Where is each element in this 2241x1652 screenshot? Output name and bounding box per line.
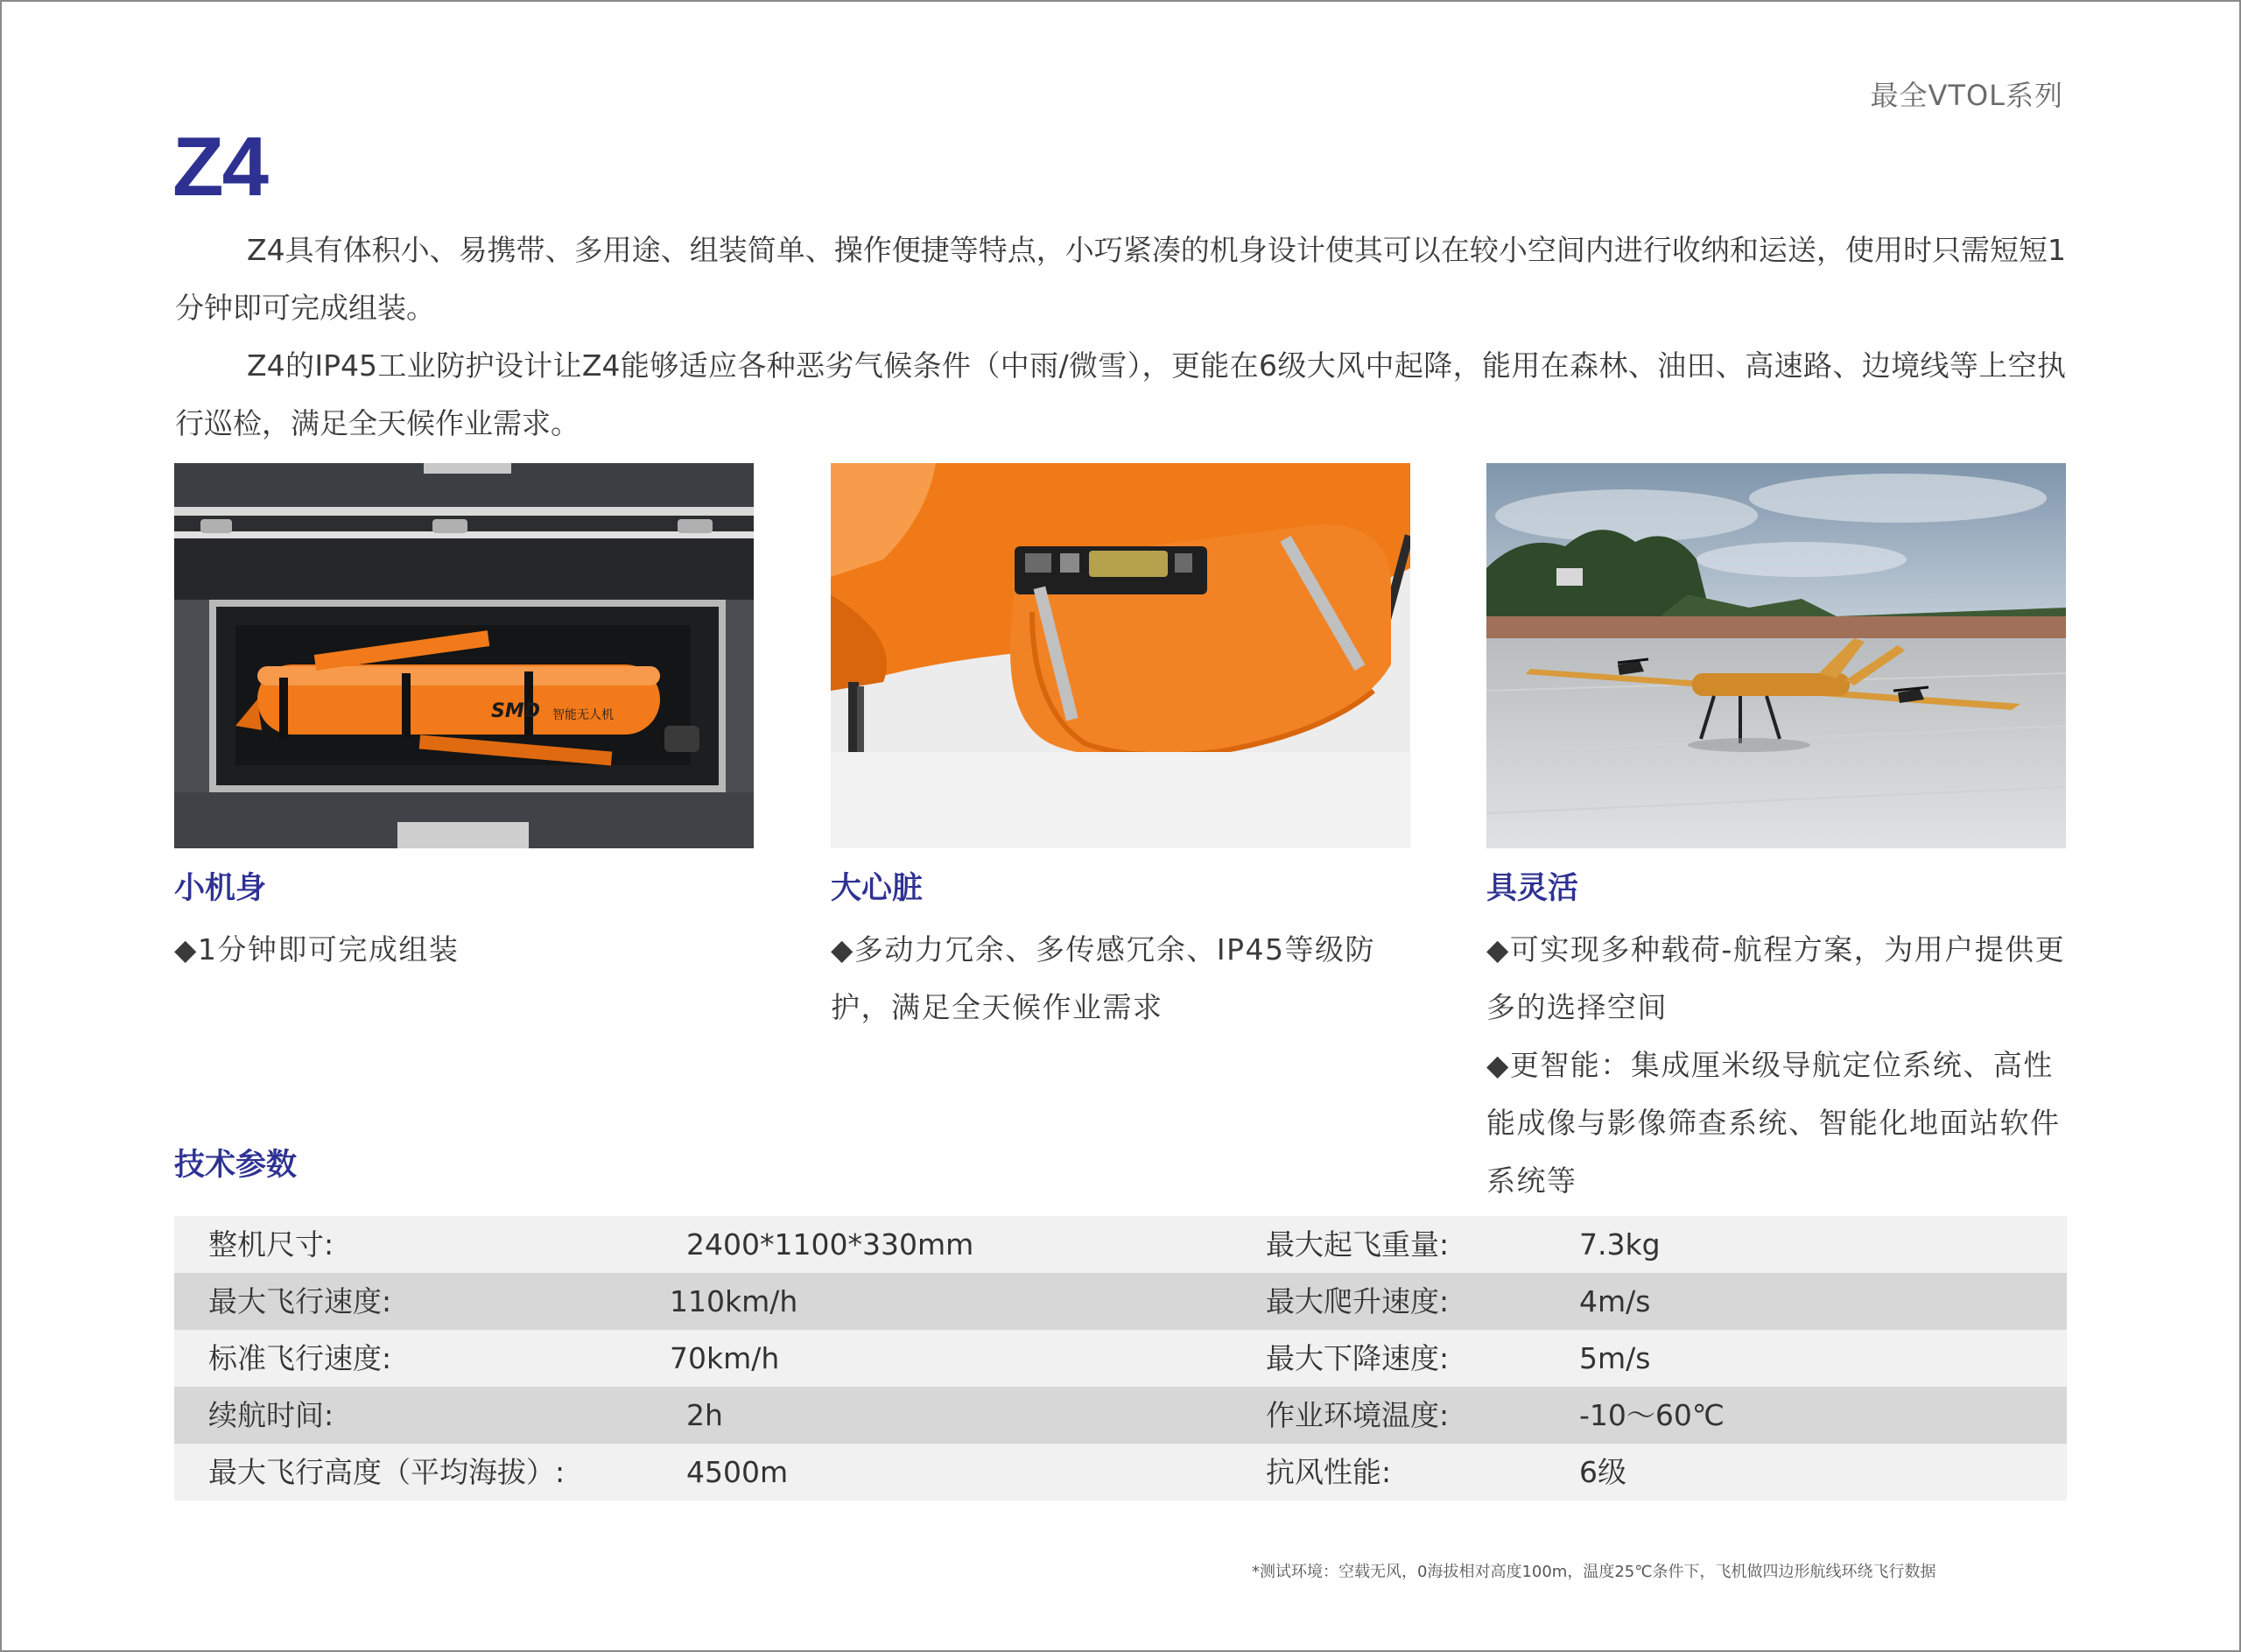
spec-value: 2400*1100*330mm [686, 1227, 974, 1262]
feature-text: ◆1分钟即可完成组装 [174, 932, 460, 967]
spec-label: 最大飞行速度: [208, 1284, 392, 1318]
spec-value: 70km/h [670, 1341, 780, 1375]
spec-row [174, 1216, 2067, 1273]
series-label: 最全VTOL系列 [1870, 79, 2063, 112]
spec-value: 5m/s [1579, 1341, 1651, 1375]
test-conditions-footnote: *测试环境：空载无风，0海拔相对高度100m，温度25℃条件下，飞机做四边形航线环绕飞行数据 [1252, 1563, 1936, 1581]
specs-title: 技术参数 [174, 1148, 298, 1183]
spec-value: 7.3kg [1579, 1227, 1661, 1262]
intro-text [175, 221, 2066, 453]
spec-label: 最大起飞重量: [1266, 1227, 1450, 1262]
feature-text: ◆多动力冗余、多传感冗余、IP45等级防护，满足全天候作业需求 [831, 932, 1376, 1024]
feature-title: 小机身 [174, 871, 267, 906]
spec-row [174, 1273, 2067, 1330]
spec-label: 整机尺寸: [208, 1227, 334, 1262]
feature-text: ◆更智能：集成厘米级导航定位系统、高性能成像与影像筛查系统、智能化地面站软件系统等 [1486, 1048, 2061, 1198]
carry-case-photo [174, 463, 754, 848]
spec-label: 抗风性能: [1266, 1455, 1392, 1489]
feature-title: 具灵活 [1486, 871, 1579, 906]
spec-value: 110km/h [670, 1284, 798, 1318]
model-title: Z4 [172, 120, 268, 214]
spec-label: 标准飞行速度: [208, 1341, 392, 1375]
spec-row [174, 1387, 2067, 1444]
intro-paragraph: Z4具有体积小、易携带、多用途、组装简单、操作便捷等特点，小巧紧凑的机身设计使其可以在较小空间内进行收纳和运送，使用时只需短短1分钟即可完成组装。 [175, 233, 2066, 325]
spec-row [174, 1330, 2067, 1387]
case-logo-text: SMD [491, 700, 540, 722]
vtol-drone-photo [1486, 463, 2066, 848]
case-label-text: 智能无人机 [552, 708, 614, 722]
spec-value: 6级 [1579, 1455, 1626, 1489]
spec-label: 作业环境温度: [1266, 1398, 1450, 1432]
spec-label: 续航时间: [208, 1398, 334, 1432]
feature-text: ◆可实现多种载荷-航程方案，为用户提供更多的选择空间 [1486, 932, 2066, 1024]
spec-label: 最大飞行高度（平均海拔）: [208, 1455, 566, 1489]
feature-big-heart [831, 867, 1410, 1037]
spec-value: -10～60℃ [1579, 1398, 1725, 1432]
feature-title: 大心脏 [831, 871, 924, 906]
feature-small-body [174, 867, 754, 979]
spec-label: 最大下降速度: [1266, 1341, 1450, 1375]
intro-paragraph: Z4的IP45工业防护设计让Z4能够适应各种恶劣气候条件（中雨/微雪），更能在6级大风中起降，能用在森林、油田、高速路、边境线等上空执行巡检，满足全天候作业需求。 [175, 348, 2066, 440]
spec-value: 2h [686, 1398, 723, 1432]
feature-flexible [1486, 867, 2066, 1210]
spec-row [174, 1444, 2067, 1501]
spec-label: 最大爬升速度: [1266, 1284, 1450, 1318]
spec-value: 4m/s [1579, 1284, 1651, 1318]
spec-value: 4500m [686, 1455, 789, 1489]
specs-table [174, 1216, 2067, 1501]
fuselage-closeup-photo [831, 463, 1410, 848]
